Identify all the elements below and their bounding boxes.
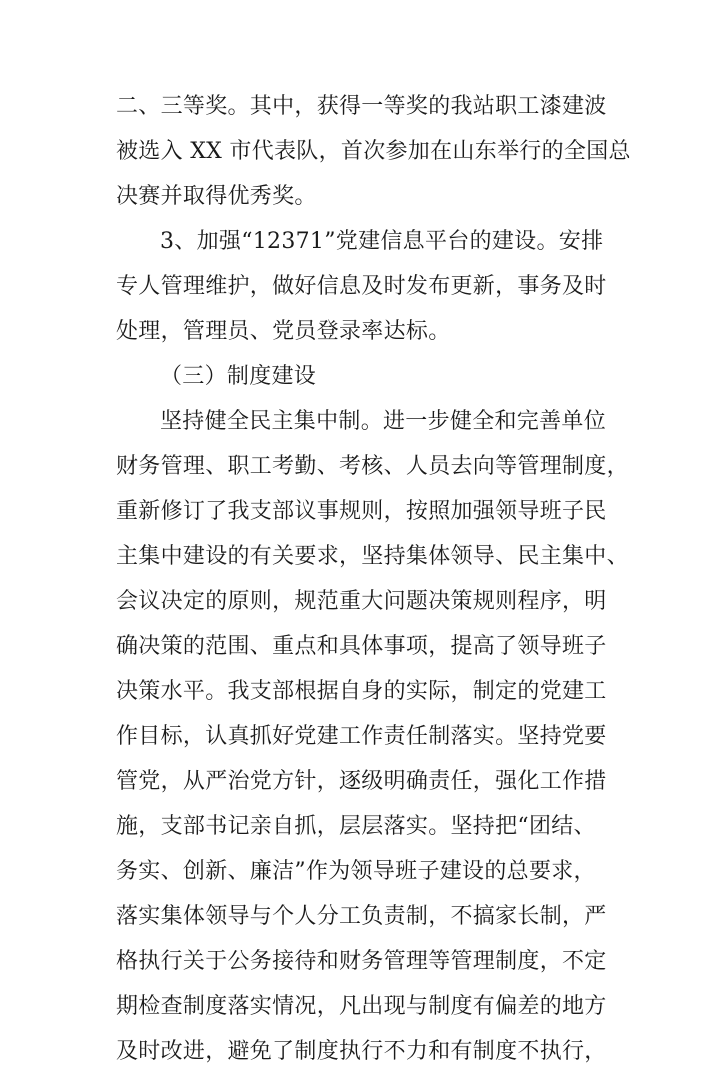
text-line: 确决策的范围、重点和具体事项，提高了领导班子 [116,634,607,659]
text-line: 施，支部书记亲自抓，层层落实。坚持把“团结、 [116,814,596,839]
text-line: 专人管理维护，做好信息及时发布更新，事务及时 [116,274,607,299]
text-line: 二、三等奖。其中，获得一等奖的我站职工漆建波 [116,94,607,119]
text-line: 管党，从严治党方针，逐级明确责任，强化工作措 [116,769,607,794]
text-line: 处理，管理员、党员登录率达标。 [116,319,451,344]
text-line: 决策水平。我支部根据自身的实际，制定的党建工 [116,679,607,704]
text-line: 决赛并取得优秀奖。 [116,184,317,209]
text-line: 被选入 XX 市代表队，首次参加在山东举行的全国总 [116,139,631,164]
document-body [116,84,631,1074]
text-line: 作目标，认真抓好党建工作责任制落实。坚持党要 [116,724,607,749]
text-line: 重新修订了我支部议事规则，按照加强领导班子民 [116,499,607,524]
text-line: 落实集体领导与个人分工负责制，不搞家长制，严 [116,904,607,929]
text-line: 格执行关于公务接待和财务管理等管理制度，不定 [116,949,607,974]
paragraph-start-line: 坚持健全民主集中制。进一步健全和完善单位 [160,409,607,434]
text-line: 主集中建设的有关要求，坚持集体领导、民主集中、 [116,544,629,569]
text-line: 及时改进，避免了制度执行不力和有制度不执行， [116,1039,607,1064]
text-line: 期检查制度落实情况，凡出现与制度有偏差的地方 [116,994,607,1019]
section-heading: （三）制度建设 [160,364,317,389]
text-line: 财务管理、职工考勤、考核、人员去向等管理制度， [116,454,629,479]
text-line: 会议决定的原则，规范重大问题决策规则程序，明 [116,589,607,614]
paragraph-start-line: 3、加强“12371”党建信息平台的建设。安排 [160,229,604,254]
text-line: 务实、创新、廉洁”作为领导班子建设的总要求， [116,859,596,884]
